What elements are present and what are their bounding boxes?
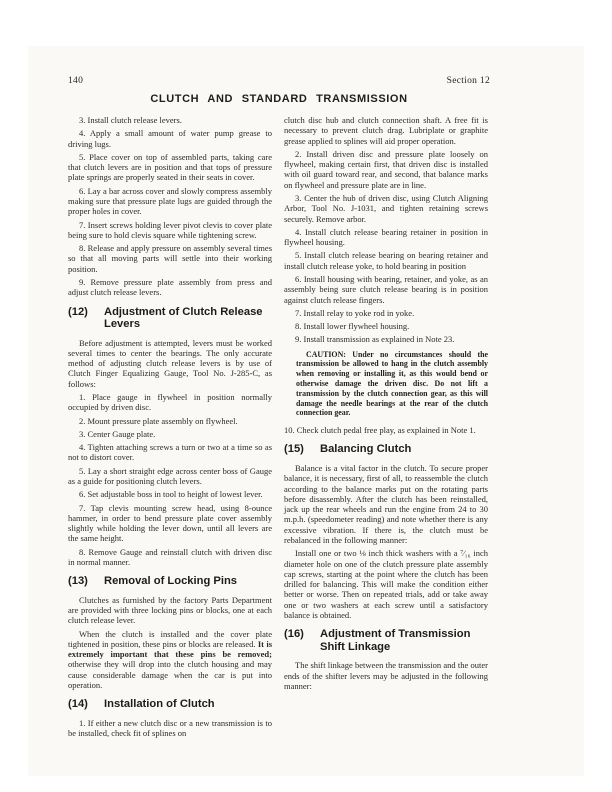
step-paragraph: 1. If either a new clutch disc or a new transmission is to be installed, check fit of splines on [68,717,272,739]
paragraph-text: otherwise they will drop into the clutch housing and may cause considerable damage when the car is put into operation. [68,659,272,691]
step-paragraph: 6. Lay a bar across cover and slowly compress assembly making sure that pressure plate lugs are guided through the proper holes in cover. [68,185,272,217]
emphasis-text: It is extremely important that these pins be removed; [68,638,273,660]
section-number: (16) [284,628,304,641]
section-label: Section 12 [446,76,490,86]
step-paragraph: 4. Tighten attaching screws a turn or two at a time so as not to distort cover. [68,442,272,463]
step-paragraph: 7. Install relay to yoke rod in yoke. [295,307,415,318]
section-number: (13) [68,575,88,588]
page-title: CLUTCH AND STANDARD TRANSMISSION [150,93,408,105]
section-heading-16 [284,628,488,653]
section-heading-14 [68,698,272,711]
step-paragraph: 8. Remove Gauge and reinstall clutch with driven disc in normal manner. [68,546,272,567]
step-paragraph: 2. Install driven disc and pressure plate loosely on flywheel, making certain first, that driven disc is installed with oil guard toward rear, and second, that balance marks on flywheel and pressure plate are in line. [284,148,488,190]
step-paragraph: 8. Release and apply pressure on assembly several times so that all moving parts will settle into their working position. [68,243,272,274]
step-paragraph: 6. Set adjustable boss in tool to height of lowest lever. [79,489,263,500]
section-number: (14) [68,698,88,711]
step-paragraph: 2. Mount pressure plate assembly on flywheel. [79,415,238,426]
body-paragraph: Clutches as furnished by the factory Parts Department are provided with three locking pins or blocks, one at each clutch release lever. [68,594,272,626]
left-column [68,115,272,738]
caution-text: Under no circumstances should the transmission be allowed to hang in the clutch assembly when removing or installing it, as this would bend or otherwise damage the driven disc. Do not lift a transmission by the clutch connection gear, as this will damage the needle bearings at the rear of the clutch connection gear. [296,349,488,418]
body-paragraph: The shift linkage between the transmission and the outer ends of the shifter levers may be adjusted in the following manner: [284,660,488,691]
step-paragraph: 3. Install clutch release levers. [79,115,182,125]
page-number: 140 [68,76,84,86]
step-paragraph: 3. Center the hub of driven disc, using Clutch Aligning Arbor, Tool No. J-1031, and tighten retaining screws securely. Remove arbor. [284,192,488,224]
section-number: (15) [284,443,304,456]
step-paragraph: 7. Insert screws holding lever pivot clevis to cover plate being sure to hold clevis square while tightening screw. [68,219,272,240]
section-heading-12 [68,306,272,331]
body-paragraph: Install one or two ⅛ inch thick washers with a ⁷⁄₁₆ inch diameter hole on one of the clutch pressure plate assembly cap screws, starting at the point where the clutch has been drilled for balancing. This will make the condition either better or worse. Then on repeated trials, add or take away one or two washers at each screw until a satisfactory balance is obtained. [284,548,488,620]
step-paragraph: 9. Remove pressure plate assembly from press and adjust clutch release levers. [68,276,272,298]
step-paragraph: 6. Install housing with bearing, retainer, and yoke, as an assembly being sure clutch release bearing is in position against clutch release fingers. [284,273,488,305]
section-heading-title: Installation of Clutch [104,698,215,711]
body-paragraph [68,626,272,691]
section-heading-13 [68,575,272,588]
step-paragraph: 1. Place gauge in flywheel in position normally occupied by driven disc. [68,392,272,413]
section-heading-15 [284,443,488,456]
caution-label: CAUTION: [306,349,346,359]
body-paragraph: Before adjustment is attempted, levers must be worked several times to center the bearings. The only accurate method of adjusting clutch release levers is by use of Clutch Finger Equalizing Gauge, Tool No. J-285-C, as follows: [68,337,272,389]
step-paragraph: 4. Install clutch release bearing retainer in position in flywheel housing. [284,226,488,248]
two-column-body [68,115,488,738]
step-paragraph: 5. Lay a short straight edge across center boss of Gauge as a guide for positioning clutch levers. [68,465,272,486]
step-paragraph: 8. Install lower flywheel housing. [295,321,410,332]
section-heading-title: Adjustment of Clutch Release Levers [104,305,263,331]
caution-note [296,350,488,419]
section-heading-title: Adjustment of Transmission Shift Linkage [320,628,471,653]
body-paragraph: Balance is a vital factor in the clutch. To secure proper balance, it is necessary, first of all, to reassemble the clutch according to the balance marks put on the rotating parts before disassembly. After the clutch has been reinstalled, jack up the rear wheels and run the engine from 24 to 30 m.p.h. (speedometer reading) and note whether there is any excessive vibration. If there is, the clutch must be rebalanced in the following manner: [284,463,488,545]
step-paragraph: 4. Apply a small amount of water pump grease to driving lugs. [68,128,272,149]
step-paragraph: 5. Place cover on top of assembled parts, taking care that clutch levers are in position and that tops of pressure plate springs are properly seated in their seats in cover. [68,151,272,183]
right-column [284,115,488,738]
step-paragraph: 9. Install transmission as explained in Note 23. [295,334,455,345]
step-paragraph: 5. Install clutch release bearing on bearing retainer and install clutch release yoke, to hold bearing in position [284,250,488,271]
step-paragraph: 3. Center Gauge plate. [79,428,156,439]
section-heading-title: Removal of Locking Pins [104,575,238,588]
step-paragraph: 10. Check clutch pedal free play, as explained in Note 1. [284,425,476,436]
paragraph-text: When the clutch is installed and the cover plate tightened in position, these pins or blocks are released. [68,628,272,649]
section-number: (12) [68,305,88,318]
section-heading-title: Balancing Clutch [320,443,412,456]
continuation-paragraph: clutch disc hub and clutch connection shaft. A free fit is necessary to prevent clutch drag. Lubriplate or graphite grease applied to splines will aid proper operation. [284,115,488,146]
page-header [68,76,490,86]
step-paragraph: 7. Tap clevis mounting screw head, using 8-ounce hammer, in order to bend pressure plate cover assembly slightly while holding the lever down, until all levers are the same height. [68,502,272,544]
